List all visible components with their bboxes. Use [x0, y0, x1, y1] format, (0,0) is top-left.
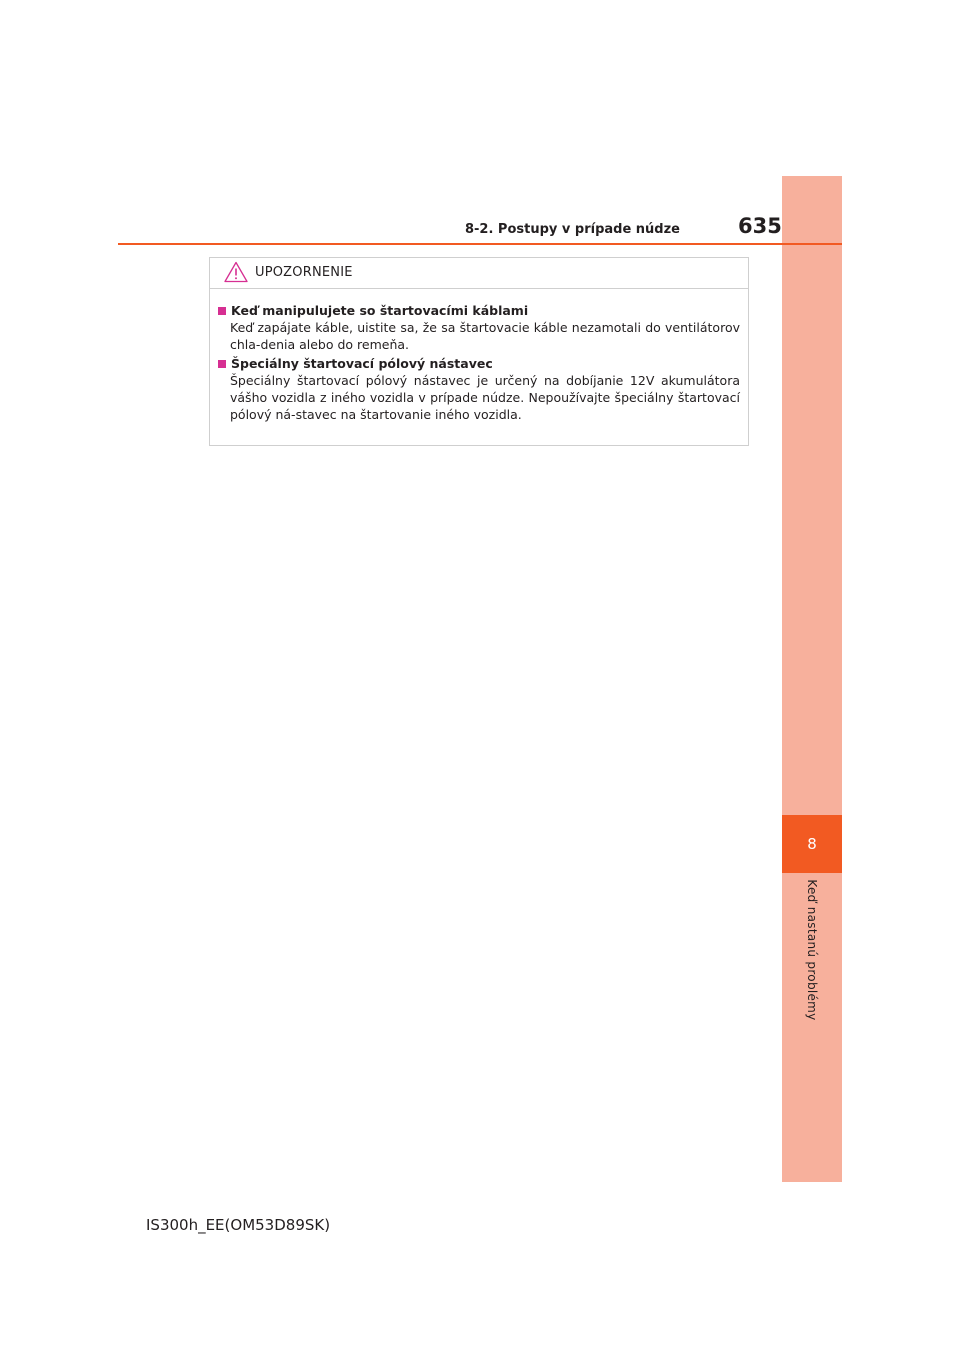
warning-triangle-icon — [224, 261, 248, 283]
warning-item-text: Špeciálny štartovací pólový nástavec je určený na dobíjanie 12V akumulátora vášho vozidla z iného vozidla v prípade núdze. Nepoužívajte špeciálny štartovací pólový ná-stavec na štartovanie iného vozidla. — [230, 373, 740, 422]
warning-title: UPOZORNENIE — [255, 265, 353, 280]
warning-box — [209, 257, 749, 446]
warning-item-heading-row — [218, 302, 740, 319]
warning-item — [218, 302, 740, 353]
warning-header — [210, 258, 748, 289]
chapter-title-vertical: Keď nastanú problémy — [805, 879, 819, 1021]
model-code: IS300h_EE(OM53D89SK) — [146, 1216, 331, 1234]
section-title: 8-2. Postupy v prípade núdze — [464, 222, 680, 237]
warning-item-heading: Špeciálny štartovací pólový nástavec — [231, 356, 493, 371]
warning-item-text: Keď zapájate káble, uistite sa, že sa štartovacie káble nezamotali do ventilátorov chla-denia alebo do remeňa. — [230, 320, 740, 352]
chapter-number-badge — [782, 815, 842, 873]
square-bullet-icon — [218, 360, 226, 368]
header-divider — [118, 243, 842, 245]
chapter-side-tab — [782, 176, 842, 1182]
chapter-number: 8 — [807, 835, 817, 853]
page-number: 635 — [738, 214, 782, 238]
warning-item-heading-row — [218, 355, 740, 372]
warning-body — [210, 289, 748, 423]
warning-item-heading: Keď manipulujete so štartovacími káblami — [231, 303, 529, 318]
square-bullet-icon — [218, 307, 226, 315]
warning-item — [218, 355, 740, 423]
